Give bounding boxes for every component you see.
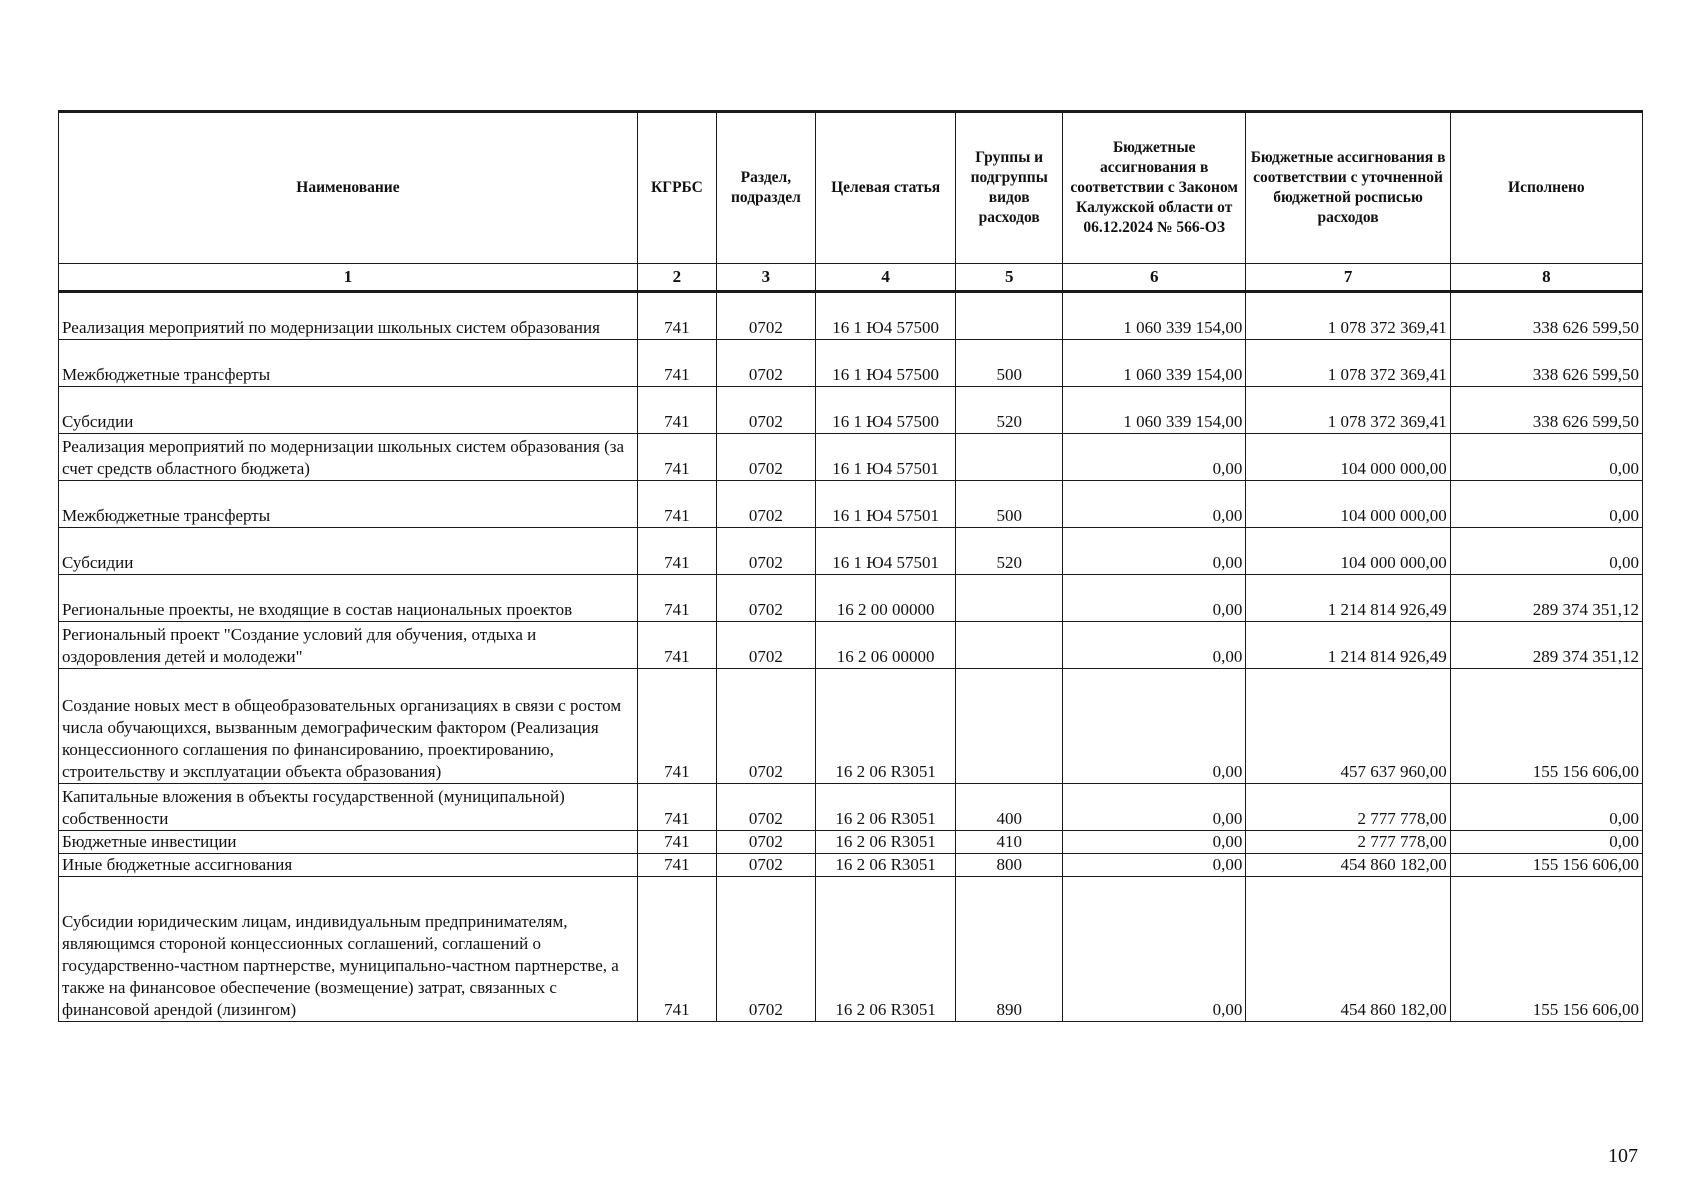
cell-executed: 0,00 [1450, 434, 1642, 481]
cell-target: 16 2 00 00000 [815, 575, 956, 622]
cell-group [956, 575, 1063, 622]
cell-refined: 1 214 814 926,49 [1246, 622, 1450, 669]
table-row [59, 528, 1643, 575]
cell-law: 1 060 339 154,00 [1062, 292, 1245, 340]
cell-group: 520 [956, 528, 1063, 575]
table-row [59, 669, 1643, 784]
header-section: Раздел, подраздел [716, 112, 815, 264]
cell-kgrbs: 741 [637, 831, 716, 854]
cell-name: Региональный проект "Создание условий для обучения, отдыха и оздоровления детей и молодежи" [59, 622, 638, 669]
cell-name: Субсидии [59, 387, 638, 434]
cell-refined: 1 214 814 926,49 [1246, 575, 1450, 622]
cell-target: 16 2 06 R3051 [815, 877, 956, 1022]
cell-group: 500 [956, 481, 1063, 528]
cell-law: 0,00 [1062, 784, 1245, 831]
cell-law: 0,00 [1062, 831, 1245, 854]
cell-group: 400 [956, 784, 1063, 831]
cell-name: Иные бюджетные ассигнования [59, 854, 638, 877]
cell-executed: 155 156 606,00 [1450, 877, 1642, 1022]
cell-executed: 0,00 [1450, 528, 1642, 575]
cell-section: 0702 [716, 854, 815, 877]
cell-target: 16 2 06 00000 [815, 622, 956, 669]
cell-group: 500 [956, 340, 1063, 387]
header-target: Целевая статья [815, 112, 956, 264]
cell-executed: 289 374 351,12 [1450, 575, 1642, 622]
cell-section: 0702 [716, 784, 815, 831]
cell-section: 0702 [716, 481, 815, 528]
column-number-row [59, 264, 1643, 292]
cell-refined: 104 000 000,00 [1246, 434, 1450, 481]
cell-name: Создание новых мест в общеобразовательных организациях в связи с ростом числа обучающихся, вызванным демографическим фактором (Реализация концессионного соглашения по финансированию, проектированию, строительству и эксплуатации объекта образования) [59, 669, 638, 784]
cell-kgrbs: 741 [637, 854, 716, 877]
cell-kgrbs: 741 [637, 434, 716, 481]
column-number: 2 [637, 264, 716, 292]
cell-section: 0702 [716, 434, 815, 481]
cell-section: 0702 [716, 340, 815, 387]
cell-name: Межбюджетные трансферты [59, 340, 638, 387]
cell-target: 16 2 06 R3051 [815, 831, 956, 854]
cell-section: 0702 [716, 669, 815, 784]
cell-kgrbs: 741 [637, 528, 716, 575]
cell-name: Межбюджетные трансферты [59, 481, 638, 528]
cell-executed: 338 626 599,50 [1450, 387, 1642, 434]
cell-law: 1 060 339 154,00 [1062, 340, 1245, 387]
column-number: 5 [956, 264, 1063, 292]
column-number: 4 [815, 264, 956, 292]
cell-refined: 1 078 372 369,41 [1246, 340, 1450, 387]
budget-table-container [58, 110, 1643, 1022]
table-row [59, 481, 1643, 528]
cell-executed: 155 156 606,00 [1450, 669, 1642, 784]
cell-group [956, 622, 1063, 669]
column-number: 8 [1450, 264, 1642, 292]
cell-section: 0702 [716, 622, 815, 669]
column-number: 7 [1246, 264, 1450, 292]
header-name: Наименование [59, 112, 638, 264]
cell-refined: 2 777 778,00 [1246, 784, 1450, 831]
table-row [59, 340, 1643, 387]
cell-executed: 155 156 606,00 [1450, 854, 1642, 877]
cell-section: 0702 [716, 575, 815, 622]
cell-kgrbs: 741 [637, 575, 716, 622]
cell-law: 0,00 [1062, 877, 1245, 1022]
cell-name: Реализация мероприятий по модернизации школьных систем образования [59, 292, 638, 340]
column-number: 1 [59, 264, 638, 292]
table-row [59, 292, 1643, 340]
cell-target: 16 1 Ю4 57501 [815, 481, 956, 528]
cell-law: 0,00 [1062, 669, 1245, 784]
table-row [59, 434, 1643, 481]
cell-refined: 1 078 372 369,41 [1246, 292, 1450, 340]
cell-section: 0702 [716, 877, 815, 1022]
cell-kgrbs: 741 [637, 784, 716, 831]
cell-kgrbs: 741 [637, 877, 716, 1022]
cell-target: 16 1 Ю4 57500 [815, 387, 956, 434]
cell-executed: 0,00 [1450, 831, 1642, 854]
cell-group [956, 434, 1063, 481]
cell-target: 16 1 Ю4 57500 [815, 340, 956, 387]
cell-refined: 454 860 182,00 [1246, 877, 1450, 1022]
cell-target: 16 2 06 R3051 [815, 854, 956, 877]
cell-kgrbs: 741 [637, 622, 716, 669]
table-row [59, 854, 1643, 877]
header-executed: Исполнено [1450, 112, 1642, 264]
cell-kgrbs: 741 [637, 669, 716, 784]
cell-executed: 289 374 351,12 [1450, 622, 1642, 669]
cell-law: 0,00 [1062, 481, 1245, 528]
cell-name: Региональные проекты, не входящие в состав национальных проектов [59, 575, 638, 622]
cell-refined: 1 078 372 369,41 [1246, 387, 1450, 434]
table-row [59, 387, 1643, 434]
cell-executed: 338 626 599,50 [1450, 292, 1642, 340]
header-kgrbs: КГРБС [637, 112, 716, 264]
cell-kgrbs: 741 [637, 481, 716, 528]
cell-target: 16 1 Ю4 57500 [815, 292, 956, 340]
header-law: Бюджетные ассигнования в соответствии с Законом Калужской области от 06.12.2024 № 566-ОЗ [1062, 112, 1245, 264]
cell-name: Реализация мероприятий по модернизации школьных систем образования (за счет средств областного бюджета) [59, 434, 638, 481]
table-row [59, 784, 1643, 831]
cell-group: 890 [956, 877, 1063, 1022]
cell-group [956, 292, 1063, 340]
cell-refined: 457 637 960,00 [1246, 669, 1450, 784]
cell-name: Субсидии [59, 528, 638, 575]
column-number: 6 [1062, 264, 1245, 292]
cell-kgrbs: 741 [637, 292, 716, 340]
cell-law: 0,00 [1062, 622, 1245, 669]
header-refined: Бюджетные ассигнования в соответствии с уточненной бюджетной росписью расходов [1246, 112, 1450, 264]
cell-group [956, 669, 1063, 784]
cell-group: 520 [956, 387, 1063, 434]
cell-kgrbs: 741 [637, 387, 716, 434]
table-row [59, 831, 1643, 854]
page-number: 107 [1608, 1145, 1638, 1167]
cell-kgrbs: 741 [637, 340, 716, 387]
table-row [59, 622, 1643, 669]
cell-refined: 104 000 000,00 [1246, 528, 1450, 575]
header-row [59, 112, 1643, 264]
cell-law: 0,00 [1062, 528, 1245, 575]
cell-executed: 0,00 [1450, 784, 1642, 831]
cell-target: 16 2 06 R3051 [815, 669, 956, 784]
cell-executed: 338 626 599,50 [1450, 340, 1642, 387]
cell-target: 16 1 Ю4 57501 [815, 434, 956, 481]
table-row [59, 877, 1643, 1022]
cell-target: 16 1 Ю4 57501 [815, 528, 956, 575]
cell-law: 0,00 [1062, 575, 1245, 622]
column-number: 3 [716, 264, 815, 292]
cell-section: 0702 [716, 528, 815, 575]
cell-section: 0702 [716, 831, 815, 854]
cell-refined: 454 860 182,00 [1246, 854, 1450, 877]
budget-table [58, 110, 1643, 1022]
cell-law: 0,00 [1062, 434, 1245, 481]
cell-executed: 0,00 [1450, 481, 1642, 528]
cell-refined: 104 000 000,00 [1246, 481, 1450, 528]
cell-name: Капитальные вложения в объекты государственной (муниципальной) собственности [59, 784, 638, 831]
cell-section: 0702 [716, 387, 815, 434]
cell-refined: 2 777 778,00 [1246, 831, 1450, 854]
cell-group: 410 [956, 831, 1063, 854]
cell-group: 800 [956, 854, 1063, 877]
header-groups: Группы и подгруппы видов расходов [956, 112, 1063, 264]
table-row [59, 575, 1643, 622]
cell-law: 0,00 [1062, 854, 1245, 877]
cell-section: 0702 [716, 292, 815, 340]
cell-target: 16 2 06 R3051 [815, 784, 956, 831]
cell-name: Бюджетные инвестиции [59, 831, 638, 854]
cell-name: Субсидии юридическим лицам, индивидуальным предпринимателям, являющимся стороной концессионных соглашений, соглашений о государственно-частном партнерстве, муниципально-частном партнерстве, а также на финансовое обеспечение (возмещение) затрат, связанных с финансовой арендой (лизингом) [59, 877, 638, 1022]
cell-law: 1 060 339 154,00 [1062, 387, 1245, 434]
